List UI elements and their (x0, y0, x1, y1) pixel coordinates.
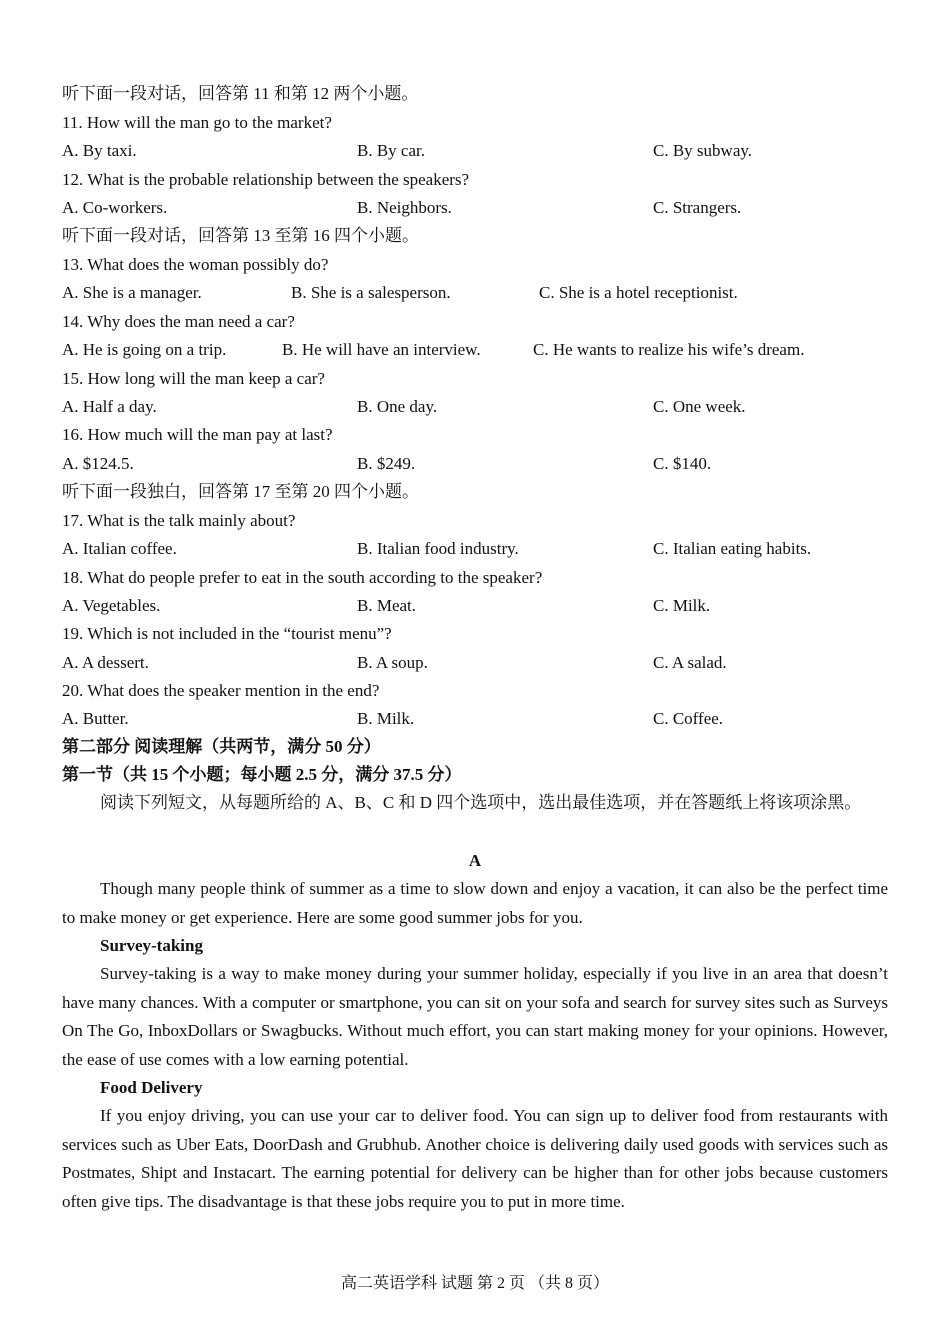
option-c: C. $140. (653, 454, 712, 473)
question-14: 14. Why does the man need a car? (62, 312, 295, 331)
heading-food-delivery: Food Delivery (100, 1078, 203, 1097)
question-15: 15. How long will the man keep a car? (62, 369, 325, 388)
option-a: A. A dessert. (62, 653, 149, 672)
option-b: B. $249. (357, 454, 416, 473)
question-19: 19. Which is not included in the “tourist menu”? (62, 624, 392, 643)
reading-section-title: 第一节（共 15 个小题；每小题 2.5 分，满分 37.5 分） (62, 765, 462, 784)
listening-intro-11-12: 听下面一段对话，回答第 11 和第 12 两个小题。 (62, 84, 419, 103)
option-a: A. Co-workers. (62, 198, 168, 217)
question-20: 20. What does the speaker mention in the end? (62, 681, 380, 700)
question-11: 11. How will the man go to the market? (62, 113, 332, 132)
option-c: C. He wants to realize his wife’s dream. (533, 340, 805, 359)
option-c: C. One week. (653, 397, 746, 416)
option-a: A. By taxi. (62, 141, 137, 160)
option-b: B. Italian food industry. (357, 539, 519, 558)
heading-survey-taking: Survey-taking (100, 936, 203, 955)
listening-intro-17-20: 听下面一段独白，回答第 17 至第 20 四个小题。 (62, 482, 419, 501)
option-b: B. She is a salesperson. (291, 283, 451, 302)
question-13: 13. What does the woman possibly do? (62, 255, 329, 274)
option-c: C. By subway. (653, 141, 753, 160)
option-a: A. Butter. (62, 709, 129, 728)
option-b: B. By car. (357, 141, 425, 160)
listening-intro-13-16: 听下面一段对话，回答第 13 至第 16 四个小题。 (62, 226, 419, 245)
option-b: B. One day. (357, 397, 438, 416)
option-b: B. A soup. (357, 653, 428, 672)
option-a: A. He is going on a trip. (62, 340, 227, 359)
option-a: A. Vegetables. (62, 596, 161, 615)
reading-instructions: 阅读下列短文，从每题所给的 A、B、C 和 D 四个选项中，选出最佳选项，并在答题纸上将该项涂黑。 (100, 793, 862, 812)
paragraph-food-delivery: If you enjoy driving, you can use your car to deliver food. You can sign up to deliver food from restaurants with services such as Uber Eats, DoorDash and Grubhub. Another choice is delivering daily used goods with services such as Postmates, Shipt and Instacart. The earning potential for delivery can be higher than for other jobs because customers often give tips. The disadvantage is that these jobs require you to put in more time. (62, 1106, 888, 1211)
option-c: C. She is a hotel receptionist. (539, 283, 738, 302)
option-a: A. Italian coffee. (62, 539, 177, 558)
option-b: B. He will have an interview. (282, 340, 481, 359)
option-c: C. Milk. (653, 596, 711, 615)
option-a: A. She is a manager. (62, 283, 202, 302)
passage-intro: Though many people think of summer as a time to slow down and enjoy a vacation, it can also be the perfect time to make money or get experience. Here are some good summer jobs for you. (62, 879, 888, 927)
option-b: B. Neighbors. (357, 198, 452, 217)
reading-part-title: 第二部分 阅读理解（共两节，满分 50 分） (62, 737, 381, 756)
option-a: A. $124.5. (62, 454, 134, 473)
option-b: B. Milk. (357, 709, 415, 728)
option-a: A. Half a day. (62, 397, 157, 416)
question-17: 17. What is the talk mainly about? (62, 511, 296, 530)
question-16: 16. How much will the man pay at last? (62, 425, 333, 444)
option-c: C. A salad. (653, 653, 727, 672)
question-12: 12. What is the probable relationship between the speakers? (62, 170, 470, 189)
paragraph-survey-taking: Survey-taking is a way to make money during your summer holiday, especially if you live in an area that doesn’t have many chances. With a computer or smartphone, you can sit on your sofa and search for survey sites such as Surveys On The Go, InboxDollars or Swagbucks. Without much effort, you can start making money for your opinions. However, the ease of use comes with a low earning potential. (62, 964, 888, 1069)
passage-label: A (468, 851, 482, 870)
option-c: C. Strangers. (653, 198, 742, 217)
option-c: C. Italian eating habits. (653, 539, 812, 558)
option-b: B. Meat. (357, 596, 417, 615)
question-18: 18. What do people prefer to eat in the south according to the speaker? (62, 568, 543, 587)
option-c: C. Coffee. (653, 709, 724, 728)
page-footer: 高二英语学科 试题 第 2 页 （共 8 页） (340, 1275, 609, 1292)
